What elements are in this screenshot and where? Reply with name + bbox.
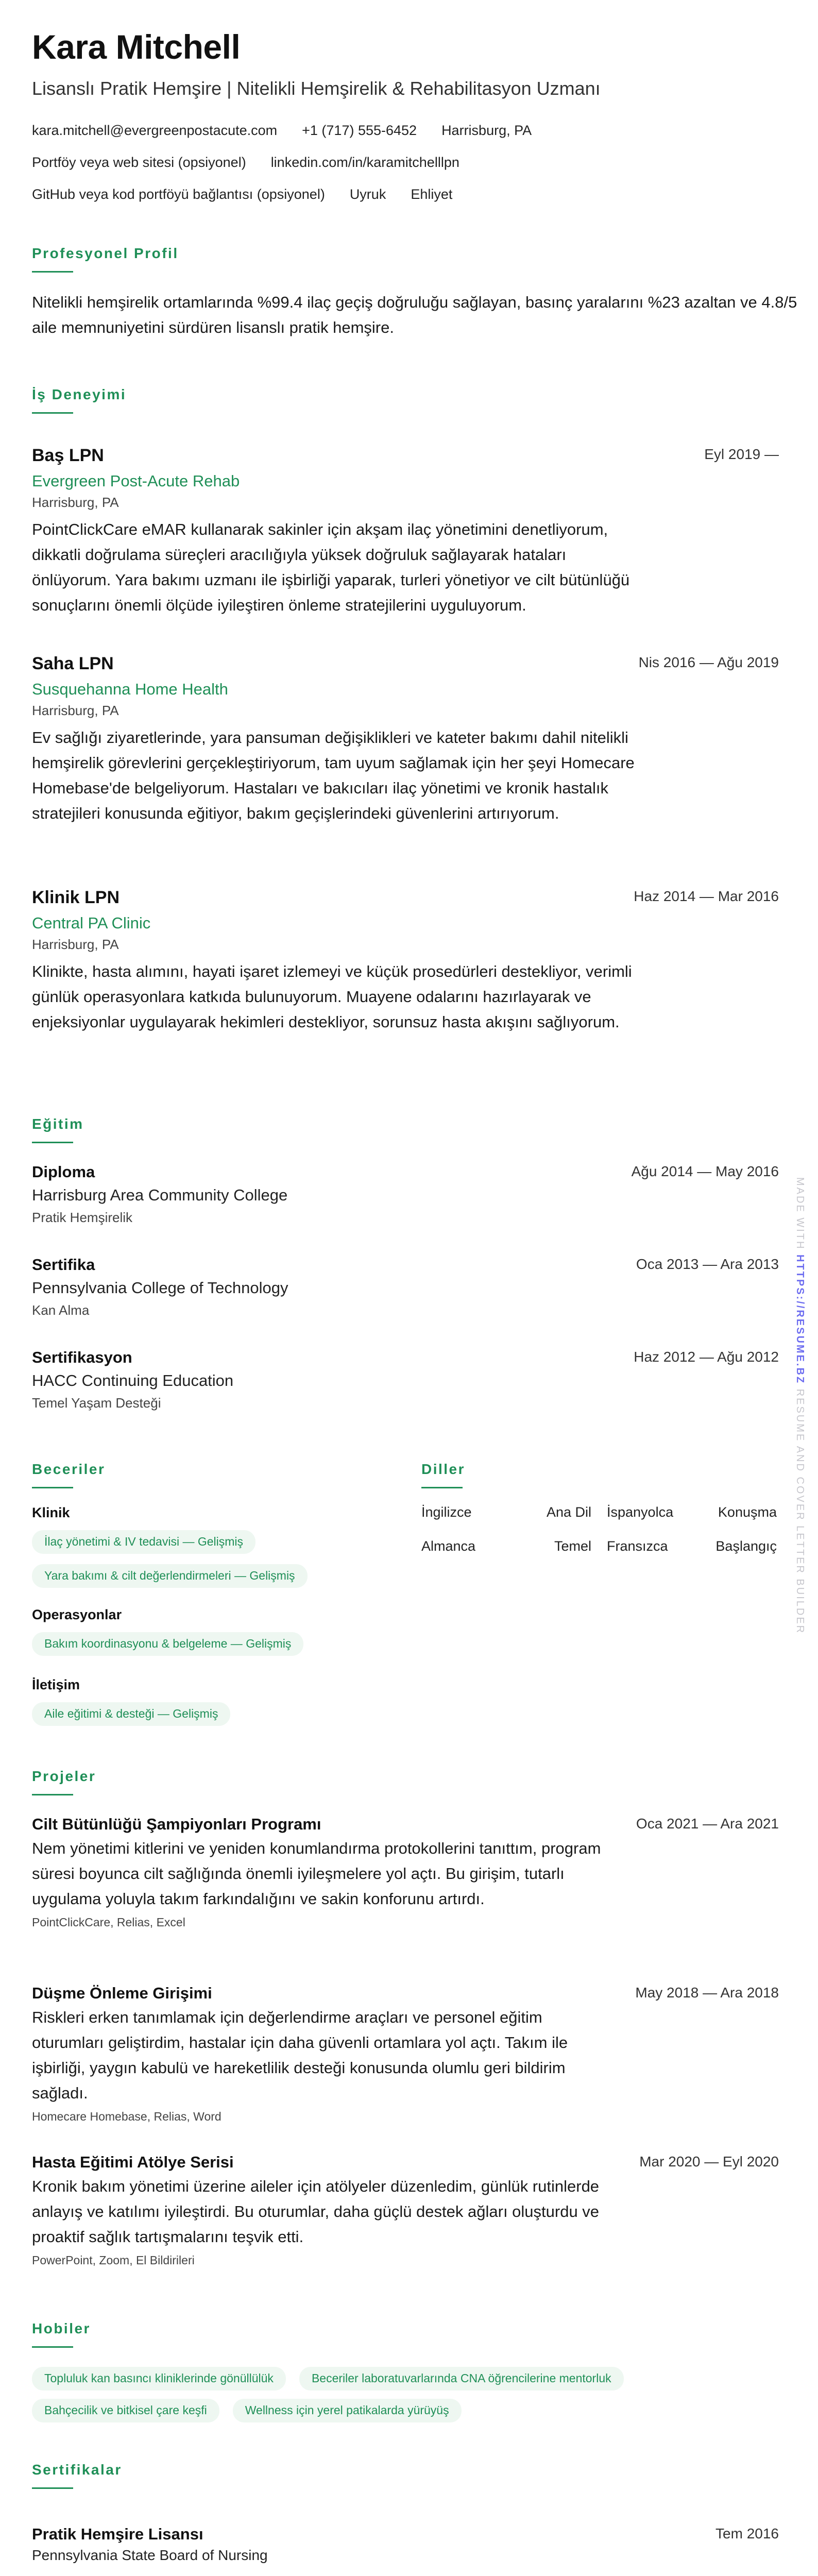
hobby-tag: Beceriler laboratuvarlarında CNA öğrencilerine mentorluk [299, 2367, 624, 2391]
contact-github[interactable]: GitHub veya kod portföyü bağlantısı (opsiyonel) [32, 187, 325, 202]
skill-category: Operasyonlar [32, 1607, 122, 1622]
watermark-suffix: RESUME AND COVER LETTER BUILDER [794, 1388, 806, 1635]
edu-field: Kan Alma [32, 1302, 90, 1318]
hobby-tag: Wellness için yerel patikalarda yürüyüş [233, 2399, 462, 2422]
project-tech: Homecare Homebase, Relias, Word [32, 2110, 221, 2124]
language-level: Başlangıç [715, 1538, 777, 1554]
certification-date: Tem 2016 [715, 2526, 779, 2541]
language-level: Temel [554, 1538, 591, 1554]
section-rule [32, 2346, 73, 2348]
contact-license: Ehliyet [411, 187, 453, 202]
job-company: Evergreen Post-Acute Rehab [32, 471, 240, 490]
section-projects [32, 1769, 96, 1795]
contact-linkedin[interactable]: linkedin.com/in/karamitchelllpn [270, 155, 459, 170]
skill-tag: Yara bakımı & cilt değerlendirmeleri — Gelişmiş [32, 1564, 308, 1588]
edu-school: Pennsylvania College of Technology [32, 1279, 288, 1297]
section-rule [32, 1142, 73, 1143]
project-date: May 2018 — Ara 2018 [635, 1985, 779, 2001]
watermark-link[interactable]: HTTPS://RESUME.BZ [794, 1255, 806, 1385]
skill-tag: Aile eğitimi & desteği — Gelişmiş [32, 1702, 230, 1726]
job-date: Eyl 2019 — [704, 446, 779, 462]
skill-category: Klinik [32, 1505, 70, 1520]
section-rule [32, 2487, 73, 2489]
skill-group-clinical [32, 1504, 413, 1588]
job-location: Harrisburg, PA [32, 702, 119, 718]
section-education [32, 1117, 84, 1143]
job-date: Haz 2014 — Mar 2016 [634, 888, 779, 904]
section-title-profile: Profesyonel Profil [32, 245, 179, 261]
edu-date: Oca 2013 — Ara 2013 [636, 1256, 779, 1272]
job-location: Harrisburg, PA [32, 936, 119, 952]
job-title: Saha LPN [32, 654, 114, 673]
skill-category: İletişim [32, 1677, 80, 1692]
skill-tag: Bakım koordinasyonu & belgeleme — Gelişmiş [32, 1632, 303, 1656]
contact-row-3 [32, 187, 452, 202]
edu-field: Temel Yaşam Desteği [32, 1395, 161, 1411]
project-description: Nem yönetimi kitlerini ve yeniden konumlandırma protokollerini tanıttım, program süresi boyunca cilt sağlığında önemli iyileşmelere yol açtı. Bu girişim, tutarlı uygulama yoluyla takım farkındalığını ve sakin konforunu artırdı. [32, 1839, 601, 1908]
job-description: Ev sağlığı ziyaretlerinde, yara pansuman değişiklikleri ve kateter bakımı dahil nitelikli hemşirelik görevlerini gerçekleştiriyorum, tam uyum sağlamak için her şeyi Homecare Homebase'de belgeliyorum. Hastaları ve bakıcıları ilaç yönetimi ve kronik hastalık stratejileri konusunda eğitiyor, bakım geçişlerindeki güvenlerini artırıyorum. [32, 728, 635, 823]
job-location: Harrisburg, PA [32, 494, 119, 510]
experience-entry [32, 445, 779, 618]
section-certifications [32, 2463, 122, 2489]
job-company: Central PA Clinic [32, 913, 151, 932]
project-name: Düşme Önleme Girişimi [32, 1984, 212, 2002]
section-title-experience: İş Deneyimi [32, 386, 127, 402]
candidate-name: Kara Mitchell [32, 28, 241, 66]
education-entry [32, 1348, 779, 1411]
profile-summary: Nitelikli hemşirelik ortamlarında %99.4 ilaç geçiş doğruluğu sağlayan, basınç yaralarını %23 azaltan ve 4.8/5 aile memnuniyetini sürdüren lisanslı pratik hemşire. [32, 293, 797, 336]
edu-date: Haz 2012 — Ağu 2012 [634, 1349, 779, 1365]
project-entry [32, 2153, 779, 2268]
edu-field: Pratik Hemşirelik [32, 1209, 133, 1225]
language-row [421, 1538, 777, 1554]
contact-location: Harrisburg, PA [441, 123, 532, 138]
contact-citizenship: Uyruk [349, 187, 386, 202]
section-hobbies [32, 2321, 91, 2348]
edu-degree: Diploma [32, 1163, 95, 1181]
builder-watermark [795, 1177, 805, 1634]
language-name: İngilizce [421, 1504, 472, 1520]
section-rule [32, 1794, 73, 1795]
contact-row-2 [32, 155, 459, 171]
education-entry [32, 1255, 779, 1318]
section-title-skills: Beceriler [32, 1461, 106, 1477]
job-date: Nis 2016 — Ağu 2019 [638, 654, 779, 670]
job-title: Baş LPN [32, 446, 104, 465]
language-name: Fransızca [607, 1538, 668, 1554]
section-rule [32, 1487, 73, 1488]
certification-name: Pratik Hemşire Lisansı [32, 2525, 203, 2543]
language-row [421, 1504, 777, 1520]
project-tech: PointClickCare, Relias, Excel [32, 1916, 185, 1929]
section-title-education: Eğitim [32, 1116, 84, 1132]
section-rule [421, 1487, 463, 1488]
section-title-projects: Projeler [32, 1768, 96, 1784]
candidate-tagline: Lisanslı Pratik Hemşire | Nitelikli Hemşirelik & Rehabilitasyon Uzmanı [32, 78, 601, 99]
skill-group-communication [32, 1676, 413, 1726]
edu-school: HACC Continuing Education [32, 1371, 234, 1390]
hobby-row-1 [32, 2367, 624, 2391]
experience-entry [32, 653, 779, 826]
project-entry [32, 1815, 779, 1930]
project-description: Riskleri erken tanımlamak için değerlendirme araçları ve personel eğitim oturumları geliştirdim, hastalar için daha güvenli ortamlara yol açtı. Takım ile işbirliği, yaygın kabulü ve hareketlilik desteği konusunda olumlu geri bildirim sağladı. [32, 2008, 568, 2103]
hobby-tag: Bahçecilik ve bitkisel çare keşfi [32, 2399, 219, 2422]
contact-website[interactable]: Portföy veya web sitesi (opsiyonel) [32, 155, 246, 170]
job-title: Klinik LPN [32, 888, 120, 907]
section-profile [32, 246, 179, 273]
section-experience [32, 387, 126, 414]
edu-date: Ağu 2014 — May 2016 [631, 1163, 779, 1179]
experience-entry [32, 887, 779, 1035]
section-rule [32, 271, 73, 273]
job-description: PointClickCare eMAR kullanarak sakinler için akşam ilaç yönetimini denetliyorum, dikkatli doğrulama süreçleri aracılığıyla yüksek doğruluk sağlayarak hataları önlüyorum. Yara bakımı uzmanı ile işbirliği yaparak, turleri yönetiyor ve cilt bütünlüğü sonuçlarını önemli ölçüde iyileştiren önleme stratejilerini uyguluyorum. [32, 520, 630, 615]
edu-degree: Sertifika [32, 1256, 95, 1274]
section-title-hobbies: Hobiler [32, 2320, 91, 2336]
language-level: Konuşma [718, 1504, 777, 1520]
edu-school: Harrisburg Area Community College [32, 1186, 288, 1205]
project-name: Cilt Bütünlüğü Şampiyonları Programı [32, 1815, 321, 1833]
skill-tag: İlaç yönetimi & IV tedavisi — Gelişmiş [32, 1530, 255, 1554]
contact-row-1 [32, 123, 532, 139]
section-languages [421, 1462, 465, 1488]
education-entry [32, 1162, 779, 1226]
language-level: Ana Dil [546, 1504, 591, 1520]
section-title-languages: Diller [421, 1461, 466, 1477]
edu-degree: Sertifikasyon [32, 1348, 132, 1366]
project-tech: PowerPoint, Zoom, El Bildirileri [32, 2253, 195, 2267]
hobby-row-2 [32, 2399, 462, 2422]
contact-phone[interactable]: +1 (717) 555-6452 [302, 123, 417, 138]
section-skills [32, 1462, 105, 1488]
project-date: Oca 2021 — Ara 2021 [636, 1816, 779, 1832]
language-name: İspanyolca [607, 1504, 674, 1520]
job-description: Klinikte, hasta alımını, hayati işaret izlemeyi ve küçük prosedürleri destekliyor, verimli günlük operasyonlara katkıda bulunuyorum. Muayene odalarını hazırlayarak ve enjeksiyonlar uygulayarak hekimleri destekliyor, sorunsuz hasta akışını sağlıyorum. [32, 962, 632, 1031]
certification-issuer: Pennsylvania State Board of Nursing [32, 2547, 268, 2564]
certification-entry [32, 2524, 779, 2564]
skill-group-operations [32, 1606, 413, 1656]
section-rule [32, 412, 73, 414]
hobby-tag: Topluluk kan basıncı kliniklerinde gönüllülük [32, 2367, 286, 2391]
job-company: Susquehanna Home Health [32, 680, 228, 698]
project-name: Hasta Eğitimi Atölye Serisi [32, 2153, 234, 2171]
project-date: Mar 2020 — Eyl 2020 [639, 2154, 779, 2170]
language-name: Almanca [421, 1538, 476, 1554]
section-title-certifications: Sertifikalar [32, 2462, 122, 2478]
watermark-prefix: MADE WITH [794, 1177, 806, 1250]
project-entry [32, 1984, 779, 2124]
project-description: Kronik bakım yönetimi üzerine aileler için atölyeler düzenledim, günlük rutinlerde anlayış ve katılımı iyileştirdi. Bu oturumlar, daha güçlü destek ağları oluşturdu ve proaktif sağlık tartışmalarını teşvik etti. [32, 2177, 600, 2246]
contact-email[interactable]: kara.mitchell@evergreenpostacute.com [32, 123, 278, 138]
